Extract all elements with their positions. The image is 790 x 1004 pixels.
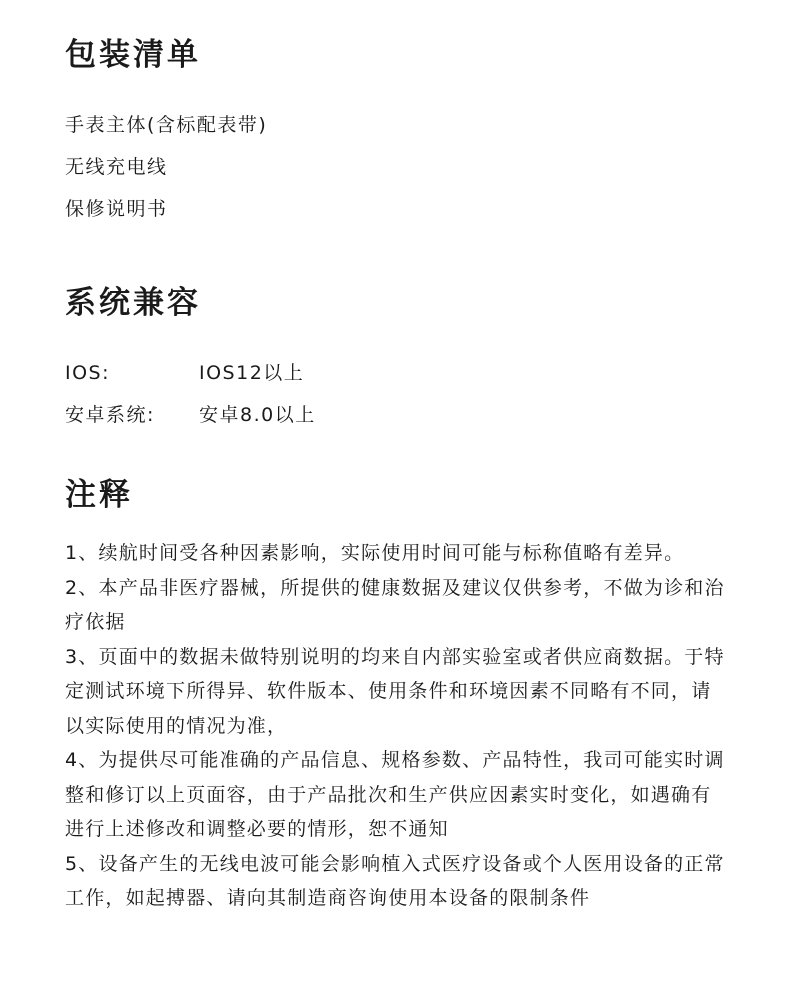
notes-title: 注释 [65,477,133,513]
note-item: 2、本产品非医疗器械，所提供的健康数据及建议仅供参考，不做为诊和治疗依据 [65,576,725,633]
packing-item: 无线充电线 [65,156,168,178]
note-item: 5、设备产生的无线电波可能会影响植入式医疗设备或个人医用设备的正常工作，如起搏器、请向其制造商咨询使用本设备的限制条件 [65,852,725,909]
spec-label: IOS: [65,362,111,384]
note-item: 1、续航时间受各种因素影响，实际使用时间可能与标称值略有差异。 [65,542,685,564]
spec-label: 安卓系统: [65,404,155,426]
note-item: 4、为提供尽可能准确的产品信息、规格参数、产品特性，我司可能实时调整和修订以上页面容，由于产品批次和生产供应因素实时变化，如遇确有进行上述修改和调整必要的情形，恕不通知 [65,749,725,840]
compatibility-row-android [65,406,316,425]
compatibility-title: 系统兼容 [65,285,201,321]
note-item: 3、页面中的数据未做特别说明的均来自内部实验室或者供应商数据。于特定测试环境下所得异、软件版本、使用条件和环境因素不同略有不同，请以实际使用的情况为准， [65,645,725,737]
packing-item: 手表主体(含标配表带) [65,114,268,136]
spec-value: IOS12以上 [199,362,305,384]
spec-value: 安卓8.0以上 [199,404,316,426]
compatibility-row-ios [65,364,304,383]
packing-list-title: 包装清单 [65,37,201,73]
notes-list [65,536,727,916]
packing-item: 保修说明书 [65,198,168,220]
